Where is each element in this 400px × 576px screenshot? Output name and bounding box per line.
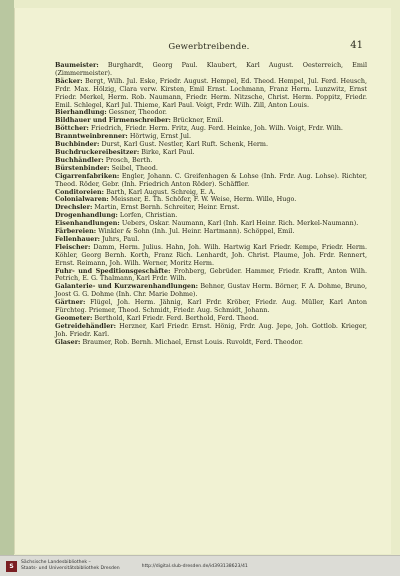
trade-names: Juhrs, Paul. xyxy=(102,234,140,243)
trade-names: Prosch, Berth. xyxy=(105,155,153,164)
trade-heading: Branntweinbrenner: xyxy=(55,132,128,141)
trade-names: Seibel, Theod. xyxy=(111,163,158,172)
trade-heading: Glaser: xyxy=(55,337,81,346)
directory-entry xyxy=(55,78,367,110)
trade-names: Lorfen, Christian. xyxy=(119,211,178,220)
directory-entry xyxy=(55,173,367,189)
page-edge-strip xyxy=(0,0,14,556)
directory-entry xyxy=(55,283,367,299)
trade-heading: Colonialwaren: xyxy=(55,195,109,204)
book-page xyxy=(14,8,391,554)
trade-heading: Drechsler: xyxy=(55,203,93,212)
trade-heading: Getreidehändler: xyxy=(55,321,116,330)
trade-heading: Baumeister: xyxy=(55,61,99,69)
directory-entry xyxy=(55,62,367,78)
trade-heading: Bäcker: xyxy=(55,76,83,85)
trade-heading: Drogenhandlung: xyxy=(55,211,118,220)
trade-heading: Eisenhandlungen: xyxy=(55,219,120,228)
trade-names: Brückner, Emil. xyxy=(172,116,224,125)
directory-body xyxy=(55,62,367,347)
trade-names: Bergt, Wilh. Jul. Eske, Friedr. August. Hempel, Ed. Theod. Hempel, Jul. Ferd. Heusch, Frdr. Max. Hölzig, Clara verw. Kirsten, Emil Ernst. Lochmann, Franz Herm. Lunzwitz, Ernst Friedr. Merkel, Herm. Rob. Naumann, Friedr. Herm. Nitzsche, Christ. Herm. Poppitz, Friedr. Emil. Schlegel, Karl Jul. Thieme, Karl Paul. Voigt, Frdr. Wilh. Zill, Anton Louis. xyxy=(55,76,367,109)
library-footer xyxy=(0,555,400,576)
trade-names: Behner, Gustav Herm. Börner, F. A. Dohme, Bruno, Joost G. G. Dohme (Inh. Chr. Marie Dohme). xyxy=(55,282,367,299)
directory-entry xyxy=(55,268,367,284)
trade-heading: Bürstenbinder: xyxy=(55,163,110,172)
trade-names: Braumer, Rob. Bernh. Michael, Ernst Louis. Ruvoldt, Ferd. Theodor. xyxy=(82,337,303,346)
trade-names: Frohberg, Gebrüder. Hammer, Friedr. Krafft, Anton Wilh. Petrich, E. G. Thalmann, Karl Frdr. Wilh. xyxy=(55,266,367,283)
trade-heading: Galanterie- und Kurzwarenhandlungen: xyxy=(55,282,199,291)
trade-names: Durst, Karl Gust. Nestler, Karl Ruft. Schenk, Herm. xyxy=(101,140,268,149)
trade-heading: Buchdruckereibesitzer: xyxy=(55,147,140,156)
trade-heading: Cigarrenfabriken: xyxy=(55,171,120,180)
trade-heading: Fuhr- und Speditionsgeschäfte: xyxy=(55,266,171,275)
trade-names: Damm, Herm. Julius. Hahn, Joh. Wilh. Hartwig Karl Friedr. Kempe, Friedr. Herm. Köhler, Georg Bernh. Korth, Franz Rich. Lenhardt, Joh. Christ. Plaume, Joh. Frdr. Rennert, Ernst. Reimann, Joh. Wilh. Werner, Moritz Herm. xyxy=(55,242,367,267)
trade-names: Engler, Johann. C. Greifenhagen & Lohse (Inh. Frdr. Aug. Lohse). Richter, Theod. Röder, Gebr. (Inh. Friedrich Anton Röder). Schäffler. xyxy=(55,171,367,188)
trade-names: Herzner, Karl Friedr. Ernst. Hönig, Frdr. Aug. Jepe, Joh. Gottlob. Krieger, Joh. Friedr. Karl. xyxy=(55,321,367,338)
trade-heading: Gärtner: xyxy=(55,298,86,307)
trade-names: Winkler & Sohn (Inh. Jul. Heinr. Hartmann). Schöppel, Emil. xyxy=(98,227,295,236)
trade-names: Meissner, E. Th. Schöfer, F. W. Weise, Herm. Wille, Hugo. xyxy=(110,195,297,204)
running-title: Gewerbtreibende. xyxy=(168,42,250,52)
trade-names: Uebers, Oskar. Naumann, Karl (Inh. Karl Heinr. Rich. Merkel-Naumann). xyxy=(121,219,359,228)
trade-names: Hörtwig, Ernst Jul. xyxy=(129,132,192,141)
trade-heading: Fleischer: xyxy=(55,242,91,251)
trade-heading: Conditoreien: xyxy=(55,187,105,196)
directory-entry xyxy=(55,244,367,268)
directory-entry xyxy=(55,299,367,315)
trade-names: Berthold, Karl Friedr. Ferd. Berthold, Ferd. Theod. xyxy=(94,314,259,322)
slub-logo-icon: S xyxy=(6,561,17,572)
trade-heading: Geometer: xyxy=(55,314,93,322)
directory-entry xyxy=(55,339,367,347)
library-name-line2: Staats- und Universitätsbibliothek Dresden xyxy=(21,566,120,571)
trade-names: Birke, Karl Paul. xyxy=(141,147,195,156)
trade-names: Friedrich, Friedr. Herm. Fritz, Aug. Ferd. Heinke, Joh. Wilh. Voigt, Frdr. Wilh. xyxy=(90,124,343,133)
trade-names: Barth, Karl August. Schreig, E. A. xyxy=(106,187,216,196)
library-name xyxy=(21,560,120,571)
trade-heading: Buchhändler: xyxy=(55,155,104,164)
trade-heading: Böttcher: xyxy=(55,124,89,133)
trade-names: Martin, Ernst Bernh. Schreiter, Heinr. Ernst. xyxy=(94,203,240,212)
library-name-line1: Sächsische Landesbibliothek – xyxy=(21,560,91,566)
trade-names: Flügel, Joh. Herm. Jähnig, Karl Frdr. Kröber, Friedr. Aug. Müller, Karl Anton Fürchteg. Priemer, Theod. Schmidt, Friedr. Aug. Schmidt, Johann. xyxy=(55,298,367,315)
trade-heading: Buchbinder: xyxy=(55,140,100,149)
trade-names: Burghardt, Georg Paul. Klaubert, Karl August. Oesterreich, Emil (Zimmermeister). xyxy=(55,61,367,77)
source-url[interactable]: http://digital.slub-dresden.de/id393138623/41 xyxy=(141,563,248,569)
trade-heading: Bildhauer und Firmenschreiber: xyxy=(55,116,171,125)
trade-names: Gessner, Theodor. xyxy=(108,108,167,117)
page-number: 41 xyxy=(350,40,363,51)
trade-heading: Färbereien: xyxy=(55,227,97,236)
trade-heading: Bierhandlung: xyxy=(55,108,107,117)
page-header xyxy=(55,42,363,58)
directory-entry xyxy=(55,323,367,339)
trade-heading: Fellenhauer: xyxy=(55,234,101,243)
